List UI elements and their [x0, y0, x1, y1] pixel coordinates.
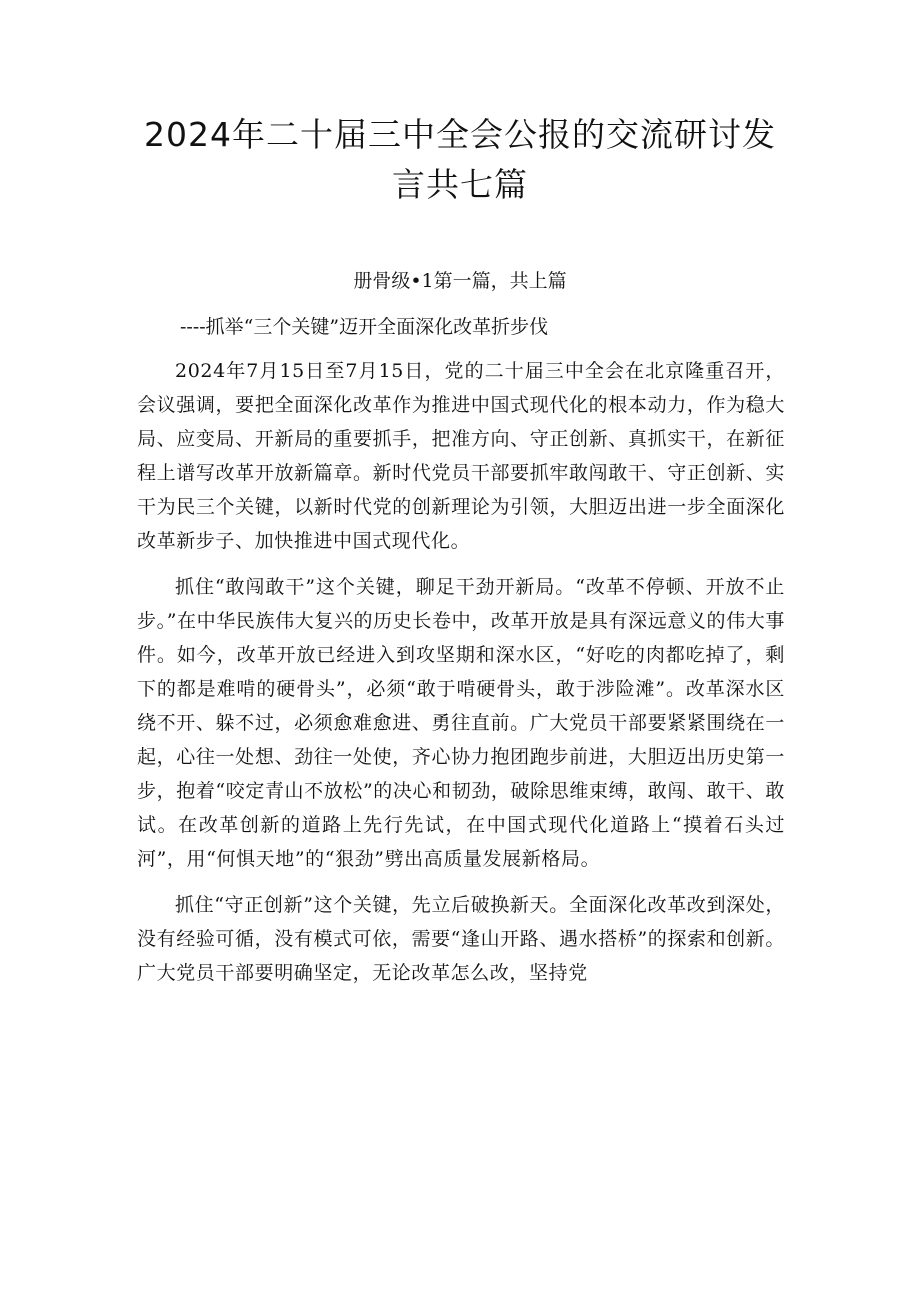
document-title: 2024年二十届三中全会公报的交流研讨发言共七篇 — [144, 115, 776, 204]
section-heading: 册骨级•1第一篇，共上篇 — [353, 270, 567, 292]
paragraph-intro: 2024年7月15日至7月15日，党的二十届三中全会在北京隆重召开，会议强调，要把全面深化改革作为推进中国式现代化的根本动力，作为稳大局、应变局、开新局的重要抓手，把准方向、守正创新、真抓实干，在新征程上谱写改革开放新篇章。新时代党员干部要抓牢敢闯敢干、守正创新、实干为民三个关键，以新时代党的创新理论为引领，大胆迈出进一步全面深化改革新步子、加快推进中国式现代化。 — [137, 360, 785, 552]
article-body — [137, 354, 785, 990]
article-subtitle: ----抓举“三个关键”迈开全面深化改革折步伐 — [180, 316, 549, 338]
paragraph-innovation: 抓住“守正创新”这个关键，先立后破换新天。全面深化改革改到深处，没有经验可循，没有模式可依，需要“逢山开路、遇水搭桥”的探索和创新。广大党员干部要明确坚定，无论改革怎么改，坚持党 — [137, 894, 785, 984]
paragraph-dare-to-act: 抓住“敢闯敢干”这个关键，聊足干劲开新局。“改革不停顿、开放不止步。”在中华民族伟大复兴的历史长卷中，改革开放是具有深远意义的伟大事件。如今，改革开放已经进入到攻坚期和深水区，“好吃的肉都吃掉了，剩下的都是难啃的硬骨头”，必须“敢于啃硬骨头，敢于涉险滩”。改革深水区绕不开、躲不过，必须愈难愈进、勇往直前。广大党员干部要紧紧围绕在一起，心往一处想、劲往一处使，齐心协力抱团跑步前进，大胆迈出历史第一步，抱着“咬定青山不放松”的决心和韧劲，破除思维束缚，敢闯、敢干、敢试。在改革创新的道路上先行先试，在中国式现代化道路上“摸着石头过河”，用“何惧天地”的“狠劲”劈出高质量发展新格局。 — [137, 576, 785, 870]
